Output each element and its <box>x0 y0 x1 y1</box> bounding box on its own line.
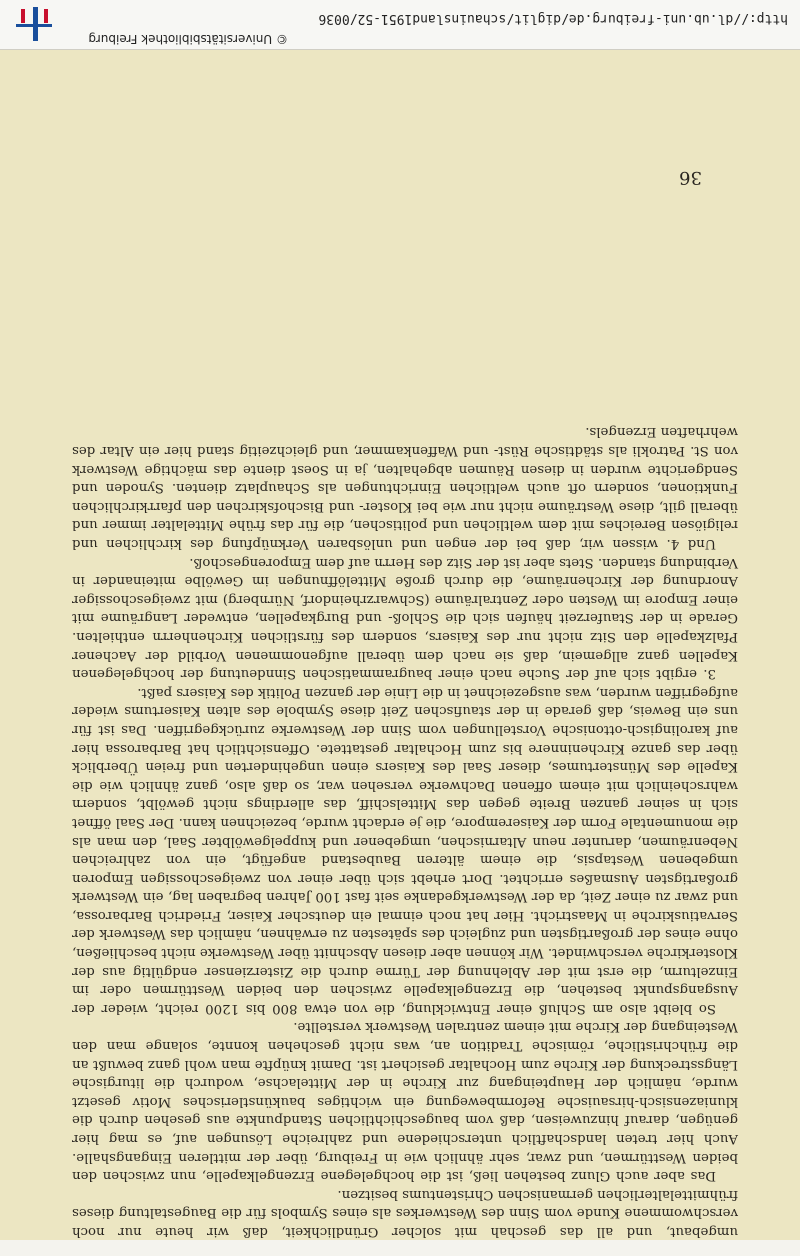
scanned-page <box>0 50 800 1240</box>
paragraph-1: umgebaut, und all das geschah mit solcher Gründlichkeit, daß wir heute nur noch verschwommene Kunde vom Sinn des Westwerkes als eines Symbols für die Baugestaltung dieses frühmittelalterlichen germanischen Christentums besitzen. <box>72 1186 738 1239</box>
page-number: 36 <box>679 167 702 188</box>
page-text <box>72 422 738 1240</box>
page-footer <box>0 0 800 50</box>
paragraph-4: 3. ergibt sich auf der Suche nach einer baugrammatischen Sinndeutung der hochgelegenen Kapellen ganz allgemein, daß sie nach dem überall aufgenommenen Vorbild der Aachener Pfalzkapelle den Sitz nicht nur des Kaisers, sondern des fürstlichen Kirchenherrn enthielten. Gerade in der Stauferzeit häufen sich die Schloß- und Burgkapellen, entweder Langräume mit einer Empore im Westen oder Zentralräume (Schwarzrheindorf, Nürnberg) mit zweigeschossiger Anordnung der Kirchenräume, die durch große Mittelöffnungen im Gewölbe miteinander in Verbindung standen. Stets aber ist der Sitz des Herrn auf dem Emporengeschoß. <box>72 554 738 682</box>
copyright-credit: © Universitätsbibliothek Freiburg <box>88 32 288 46</box>
paragraph-2: Das aber auch Glunz bestehen ließ, ist die hochgelegene Erzengelkapelle, nun zwischen den beiden Westtürmen, und zwar, sehr ähnlich wie in Freiburg, über der mittleren Eingangshalle. Auch hier treten landschaftlich unterschiedene und zahlreiche Lösungen auf, es mag hier genügen, darauf hinzuweisen, daß vom baugeschichtlichen Standpunkte aus gesehen durch die kluniazensisch-hirsauische Reformbewegung ein wichtiges baukünstlerisches Motiv gesetzt wurde, nämlich der Haupteingang zur Kirche in der Mittelachse, wodurch die liturgische Längsstreckung der Kirche zum Hochaltar gesichert ist. Damit knüpfte man wohl ganz bewußt an die frühchristliche, römische Tradition an, was nicht geschehen konnte, solange man den Westeingang der Kirche mit einem zentralen Westwerk verstellte. <box>72 1019 738 1184</box>
source-url-link[interactable]: http://dl.ub.uni-freiburg.de/diglit/schauinsland1951-52/0036 <box>318 11 788 26</box>
paragraph-5: Und 4. wissen wir, daß bei der engen und unlösbaren Verknüpfung des kirchlichen und religiösen Bereiches mit dem weltlichen und politischen, die für das frühe Mittelalter immer und überall gilt, diese Westräume nicht nur wie bei Kloster- und Bischofskirchen den pfarrkirchlichen Funktionen, sondern oft auch weltlichen Einrichtungen als Schauplatz dienten. Synoden und Sendgerichte wurden in diesen Räumen abgehalten, ja in Soest diente das mächtige Westwerk von St. Patrokli als städtische Rüst- und Waffenkammer, und gleichzeitig stand hier ein Altar des wehrhaften Erzengels. <box>72 424 738 552</box>
ub-freiburg-logo-icon <box>14 5 54 43</box>
paragraph-3: So bleibt also am Schluß einer Entwicklung, die von etwa 800 bis 1200 reicht, wieder der Ausgangspunkt bestehen, die Erzengelkapelle zwischen den beiden Westtürmen oder im Einzelturm, die erst mit der Ablehnung der Türme durch die Zisterzienser endgültig aus der Klosterkirche verschwindet. Wir können aber diesen Abschnitt über Westwerke nicht beschließen, ohne eines der großartigsten und zugleich des spätesten zu erwähnen, nämlich das Westwerk der Servatiuskirche in Maastricht. Hier hat noch einmal ein deutscher Kaiser, Friedrich Barbarossa, und zwar zu einer Zeit, da der Westwerkgedanke seit fast 100 Jahren begraben lag, ein Westwerk großartigsten Ausmaßes errichtet. Dort erhebt sich über einer von zweigeschossigen Emporen umgebenen Westapsis, die einem älteren Baubestand angefügt, ein von zahlreichen Nebenräumen, darunter neun Altarnischen, umgebener und kuppelgewölbter Saal, den man als die monumentale Form der Kaiserempore, die je erdacht wurde, bezeichnen kann. Der Saal öffnet sich in seiner ganzen Breite gegen das Mittelschiff, das allerdings nicht gewölbt, sondern wahrscheinlich mit einem offenen Dachwerke versehen war, so daß also, ganz ähnlich wie die Kapelle des Münstertumes, dieser Saal des Kaisers einen ungehinderten und freien Überblick über das ganze Kircheninnere bis zum Hochaltar gestattete. Offensichtlich hat Barbarossa hier auf karolingisch-ottonische Vorstellungen vom Sinn der Westwerke zurückgegriffen. Das ist für uns ein Beweis, daß gerade in der staufischen Zeit diese Symbole des alten Kaisertums wieder aufgegriffen wurden, was ausgezeichnet in die Linie der ganzen Politik des Kaisers paßt. <box>72 684 738 1016</box>
viewer-top-strip <box>0 1239 800 1256</box>
